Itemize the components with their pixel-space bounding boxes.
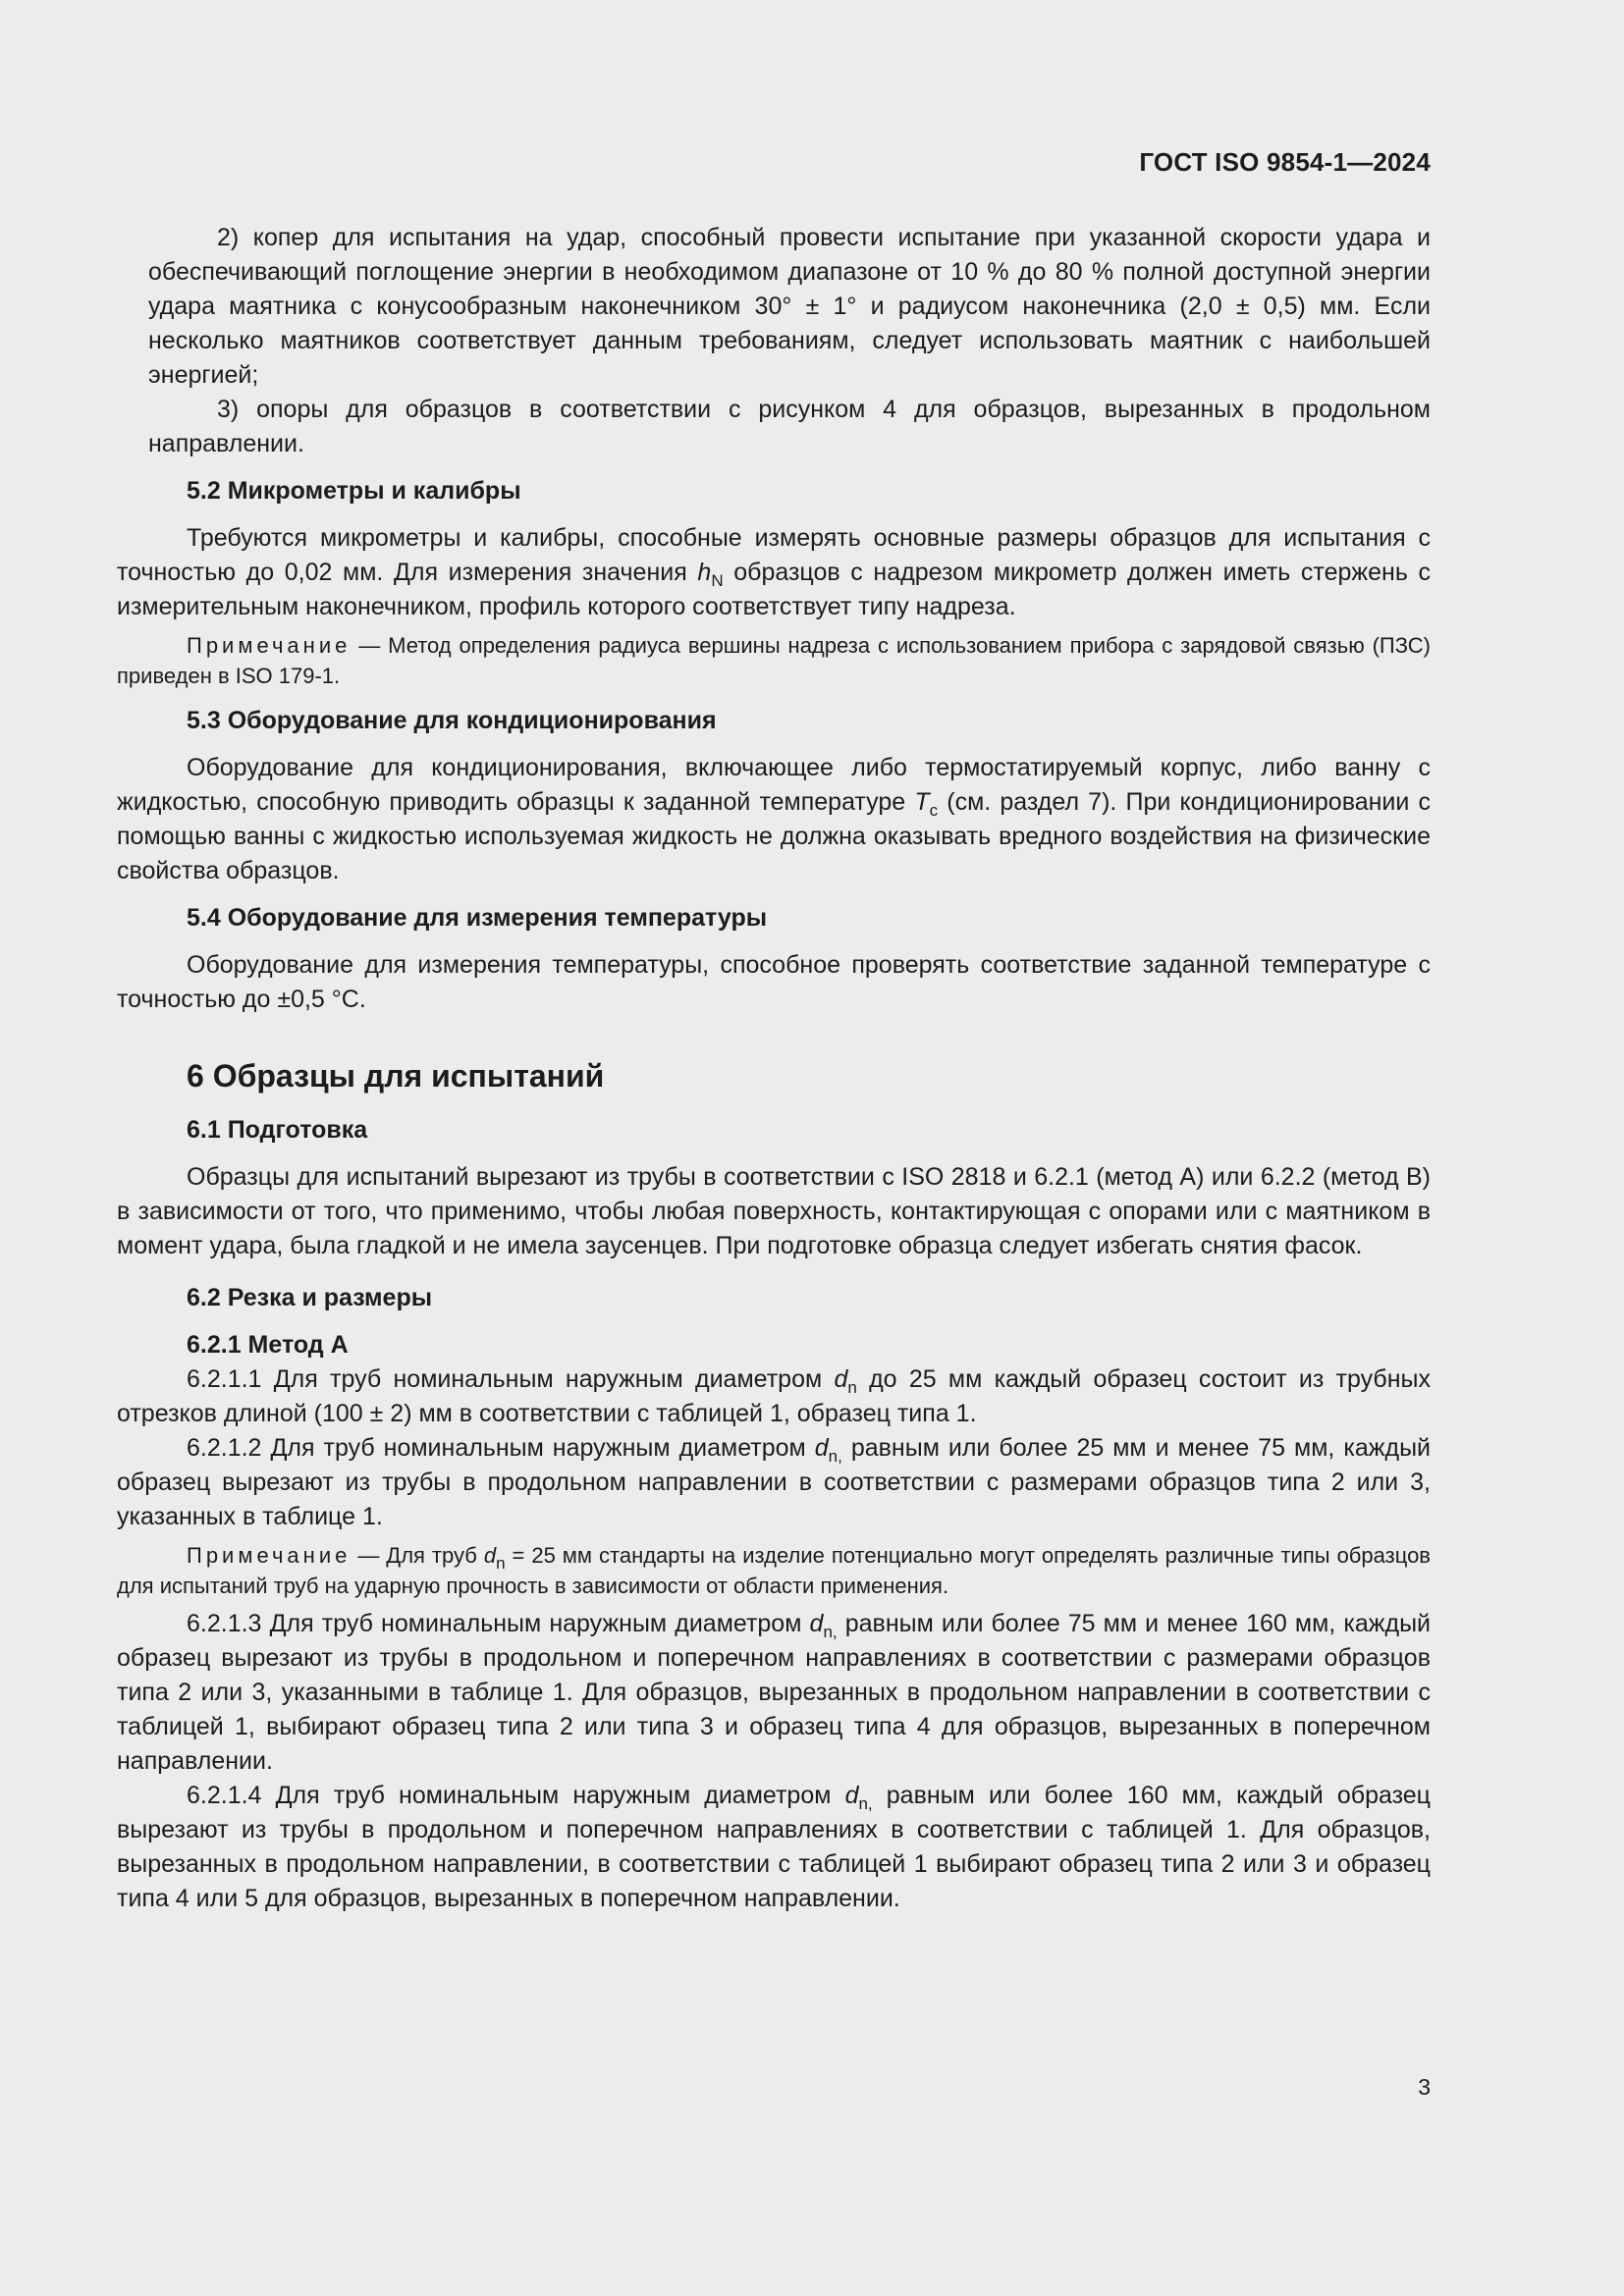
note-label: Примечание bbox=[187, 633, 352, 658]
note-6-2-1: Примечание — Для труб $d_n = 25$ мм стандарты на изделие потенциально могут определять различные типы образцов для испытаний труб на ударную прочность в зависимости от области применения. bbox=[117, 1543, 1431, 1598]
paragraph-6-2-1-1: 6.2.1.1 Для труб номинальным наружным диаметром $d_n$ до 25 мм каждый образец состоит из трубных отрезков длиной (100 ± 2) мм в соответствии с таблицей 1, образец типа 1. bbox=[117, 1365, 1432, 1427]
paragraph-6-2-1-3: 6.2.1.3 Для труб номинальным наружным диаметром $d_{n,}$ равным или более 75 мм и менее 160 мм, каждый образец вырезают из трубы в продольном и поперечном направлениях в соответствии с размерами образцов типа 2 или 3, указанными в таблице 1. Для образцов, вырезанных в продольном направлении в соответствии с таблицей 1, выбирают образец типа 2 или типа 3 и образец типа 4 для образцов, вырезанных в поперечном направлении. bbox=[117, 1610, 1431, 1775]
symbol-t: T bbox=[914, 788, 930, 816]
symbol-d: d bbox=[809, 1610, 824, 1637]
list-item-2: 2) копер для испытания на удар, способный провести испытание при указанной скорости удара и обеспечивающий поглощение энергии в необходимом диапазоне от 10 % до 80 % полной доступной энергии удара маятника с конусообразным наконечником 30° ± 1° и радиусом наконечника (2,0 ± 0,5) мм. Если несколько маятников соответствует данным требованиям, следует использовать маятник с наибольшей энергией; bbox=[148, 224, 1431, 389]
subscript-n: n bbox=[496, 1554, 506, 1573]
subscript-n: n, bbox=[828, 1447, 842, 1466]
symbol-d: d bbox=[814, 1434, 829, 1462]
subscript-n: n, bbox=[823, 1623, 838, 1641]
subscript-n: N bbox=[711, 571, 724, 590]
symbol-h: h bbox=[697, 559, 712, 586]
symbol-d: d bbox=[844, 1782, 859, 1809]
paragraph-6-1: Образцы для испытаний вырезают из трубы в соответствии с ISO 2818 и 6.2.1 (метод А) или 6.2.2 (метод В) в зависимости от того, что применимо, чтобы любая поверхность, контактирующая с опорами или с маятником в момент удара, была гладкой и не имела заусенцев. При подготовке образца следует избегать снятия фасок. bbox=[117, 1163, 1431, 1259]
paragraph-5-4: Оборудование для измерения температуры, способное проверять соответствие заданной температуре с точностью до ±0,5 °C. bbox=[117, 951, 1431, 1013]
note-label: Примечание bbox=[187, 1543, 352, 1568]
subscript-n: n, bbox=[858, 1794, 873, 1813]
heading-5-3: 5.3 Оборудование для кондиционирования bbox=[187, 707, 717, 734]
document-id: ГОСТ ISO 9854-1—2024 bbox=[1139, 147, 1431, 177]
heading-6-2: 6.2 Резка и размеры bbox=[187, 1284, 433, 1311]
page-number: 3 bbox=[1418, 2074, 1431, 2100]
symbol-d: d bbox=[834, 1365, 848, 1393]
heading-6: 6 Образцы для испытаний bbox=[187, 1058, 605, 1094]
paragraph-5-2: Требуются микрометры и калибры, способные измерять основные размеры образцов для испытания с точностью до 0,02 мм. Для измерения значения $h_N$ образцов с надрезом микрометр должен иметь стержень с измерительным наконечником, профиль которого соответствует типу надреза. bbox=[117, 524, 1431, 620]
symbol-d: d bbox=[483, 1543, 497, 1568]
paragraph-6-2-1-4: 6.2.1.4 Для труб номинальным наружным диаметром $d_{n,}$ равным или более 160 мм, каждый образец вырезают из трубы в продольном и поперечном направлениях в соответствии с таблицей 1. Для образцов, вырезанных в продольном направлении, в соответствии с таблицей 1 выбирают образец типа 2 или 3 и образец типа 4 или 5 для образцов, вырезанных в поперечном направлении. bbox=[117, 1782, 1431, 1912]
heading-5-2: 5.2 Микрометры и калибры bbox=[187, 477, 521, 505]
list-item-3: 3) опоры для образцов в соответствии с рисунком 4 для образцов, вырезанных в продольном направлении. bbox=[148, 396, 1431, 457]
paragraph-6-2-1-2: 6.2.1.2 Для труб номинальным наружным диаметром $d_{n,}$ равным или более 25 мм и менее 75 мм, каждый образец вырезают из трубы в продольном направлении в соответствии с размерами образцов типа 2 или 3, указанных в таблице 1. bbox=[117, 1434, 1432, 1530]
heading-6-2-1: 6.2.1 Метод А bbox=[187, 1331, 349, 1359]
subscript-c: c bbox=[929, 801, 939, 820]
paragraph-5-3: Оборудование для кондиционирования, включающее либо термостатируемый корпус, либо ванну с жидкостью, способную приводить образцы к заданной температуре $T_c$ (см. раздел 7). При кондиционировании с помощью ванны с жидкостью используемая жидкость не должна оказывать вредного воздействия на физические свойства образцов. bbox=[117, 754, 1431, 884]
heading-5-4: 5.4 Оборудование для измерения температуры bbox=[187, 904, 768, 932]
note-5-2: Примечание — Метод определения радиуса вершины надреза с использованием прибора с зарядовой связью (ПЗС) приведен в ISO 179-1. bbox=[117, 633, 1431, 688]
heading-6-1: 6.1 Подготовка bbox=[187, 1116, 368, 1144]
subscript-n: n bbox=[847, 1378, 857, 1397]
page-content bbox=[117, 221, 1431, 1916]
